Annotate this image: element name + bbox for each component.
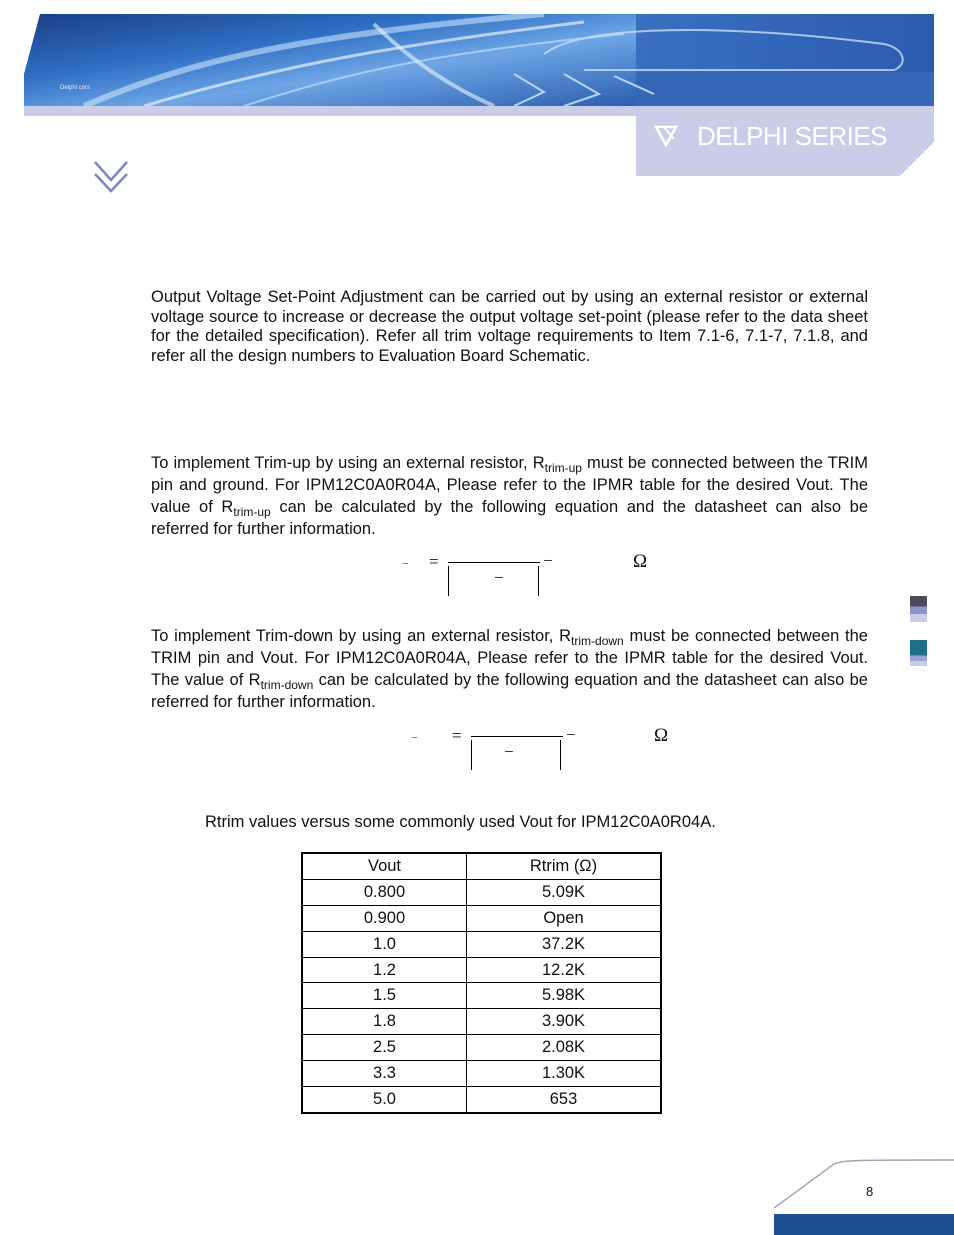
cell-rtrim: 3.90K [467, 1009, 662, 1035]
table-header-row [302, 853, 661, 879]
cell-vout: 0.800 [302, 879, 467, 905]
trim-up-paragraph: To implement Trim-up by using an external resistor, $R_{trim-up}$ must be connected between the TRIM pin and ground. For IPM12C0A0R04A, Please refer to the IPMR table for the desired Vout. The value of $R_{trim-up}$ can be calculated by the following equation and the datasheet can also be referred for further information. [151, 454, 868, 538]
table-caption: Rtrim values versus some commonly used Vout for IPM12C0A0R04A. [205, 813, 716, 831]
page-number: 8 [866, 1184, 874, 1199]
side-tab-gray [910, 596, 927, 622]
cell-rtrim: 5.09K [467, 879, 662, 905]
eq-ohm: Ω [633, 551, 648, 572]
eq-minus: − [566, 725, 576, 744]
eq-ohm: Ω [654, 725, 669, 746]
trim-up-equation [400, 548, 660, 600]
table-row [302, 931, 661, 957]
table-row [302, 1061, 661, 1087]
cell-vout: 3.3 [302, 1061, 467, 1087]
eq-minus-inner: − [504, 742, 514, 761]
cell-vout: 5.0 [302, 1087, 467, 1113]
chevron-down-icon [92, 158, 130, 194]
cell-rtrim: 37.2K [467, 931, 662, 957]
table-row [302, 957, 661, 983]
header-banner [24, 14, 934, 176]
eq-minus: − [543, 551, 553, 570]
banner-caption: Delphi cors [60, 85, 91, 91]
table-row [302, 1009, 661, 1035]
eq-sub-dash: _ [412, 728, 417, 739]
rtrim-table [301, 852, 662, 1114]
cell-rtrim: 653 [467, 1087, 662, 1113]
footer-decoration [774, 1158, 954, 1235]
cell-rtrim: 2.08K [467, 1035, 662, 1061]
header-rtrim: Rtrim (Ω) [467, 853, 662, 879]
eq-equals: = [429, 552, 439, 571]
trim-down-paragraph: To implement Trim-down by using an external resistor, $R_{trim-down}$ must be connected between the TRIM pin and Vout. For IPM12C0A0R04A, Please refer to the IPMR table for the desired Vout. The value of $R_{trim-down}$ can be calculated by the following equation and the datasheet can also be referred for further information. [151, 627, 868, 711]
table-row [302, 1035, 661, 1061]
cell-rtrim: 12.2K [467, 957, 662, 983]
table-row [302, 983, 661, 1009]
trim-down-equation [410, 722, 680, 774]
cell-rtrim: Open [467, 905, 662, 931]
cell-vout: 1.0 [302, 931, 467, 957]
brand-label: DELPHI SERIES [697, 121, 888, 151]
cell-vout: 0.900 [302, 905, 467, 931]
eq-minus-inner: − [494, 568, 504, 587]
header-vout: Vout [302, 853, 467, 879]
cell-vout: 1.8 [302, 1009, 467, 1035]
table-row [302, 1087, 661, 1113]
cell-rtrim: 5.98K [467, 983, 662, 1009]
cell-vout: 1.2 [302, 957, 467, 983]
side-tab-teal [910, 640, 927, 666]
table-row [302, 879, 661, 905]
cell-vout: 1.5 [302, 983, 467, 1009]
cell-vout: 2.5 [302, 1035, 467, 1061]
cell-rtrim: 1.30K [467, 1061, 662, 1087]
eq-equals: = [452, 726, 462, 745]
eq-sub-dash: _ [403, 554, 408, 565]
intro-paragraph: Output Voltage Set-Point Adjustment can be carried out by using an external resistor or external voltage source to increase or decrease the output voltage set-point (please refer to the data sheet for the detailed specification). Refer all trim voltage requirements to Item 7.1-6, 7.1-7, 7.1.8, and refer all the design numbers to Evaluation Board Schematic. [151, 288, 868, 365]
table-row [302, 905, 661, 931]
